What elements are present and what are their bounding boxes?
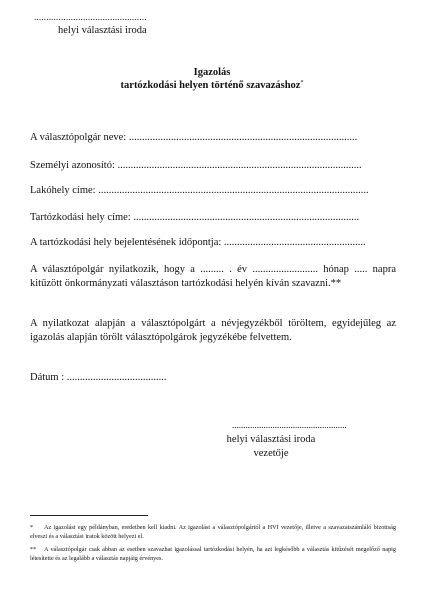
footnote-1-text: Az igazolást egy példányban, eredetben kell kiadni. Az igazolást a választópolgártól a HVI vezetője, illetve a szavazatszámláló bizottság elveszi és a választási iratok között helyezi el. bbox=[30, 524, 396, 540]
header-office-name: helyi választási iroda bbox=[58, 25, 147, 36]
office-statement bbox=[30, 317, 396, 345]
field-voter-name: A választópolgár neve: ....................................................................................... bbox=[30, 132, 358, 143]
office-statement-line-1: A nyilatkozat alapján a választópolgárt a névjegyzékből töröltem, egyidejűleg az bbox=[30, 318, 396, 329]
footnote-2 bbox=[30, 546, 396, 563]
field-personal-id: Személyi azonosító: ............................................................................................. bbox=[30, 160, 362, 171]
voter-declaration-line-1: A választópolgár nyilatkozik, hogy a ......... . év ......................... hónap ..... napra bbox=[30, 264, 396, 275]
voter-declaration-line-2: kitűzött önkormányzati választáson tartózkodási helyén kíván szavazni.** bbox=[30, 278, 342, 289]
header-signature-dots: .............................................. bbox=[34, 12, 147, 22]
document-subtitle-text: tartózkodási helyen történő szavazáshoz bbox=[120, 80, 301, 91]
footnote-2-mark: ** bbox=[30, 546, 37, 553]
footnote-1 bbox=[30, 524, 396, 541]
document-subtitle bbox=[0, 80, 424, 91]
signature-role: vezetője bbox=[253, 448, 289, 459]
voter-declaration bbox=[30, 263, 396, 291]
office-statement-line-2: igazolás alapján törölt választópolgárok jegyzékébe felvettem. bbox=[30, 332, 292, 343]
signature-office-name: helyi választási iroda bbox=[226, 434, 316, 445]
date-line: Dátum : ...................................... bbox=[30, 372, 167, 383]
footnote-divider bbox=[30, 515, 148, 516]
document-title: Igazolás bbox=[193, 67, 231, 78]
title-footnote-mark: * bbox=[300, 80, 304, 86]
field-registration-date: A tartózkodási hely bejelentésének időpontja: ...................................................... bbox=[30, 237, 366, 248]
footnote-1-mark: * bbox=[30, 524, 34, 531]
field-temporary-address: Tartózkodási hely címe: ...................................................................................... bbox=[30, 212, 360, 223]
footnote-2-text: A választópolgár csak abban az esetben szavazhat igazolással tartózkodási helyén, ha azt legkésőbb a választás kitűzését megelőző napig létesítette és az legalább a választás napjáig érvényes. bbox=[30, 546, 396, 562]
signature-dots: ................................................... bbox=[232, 420, 347, 430]
field-residence-address: Lakóhely címe: ....................................................................................................... bbox=[30, 185, 369, 196]
